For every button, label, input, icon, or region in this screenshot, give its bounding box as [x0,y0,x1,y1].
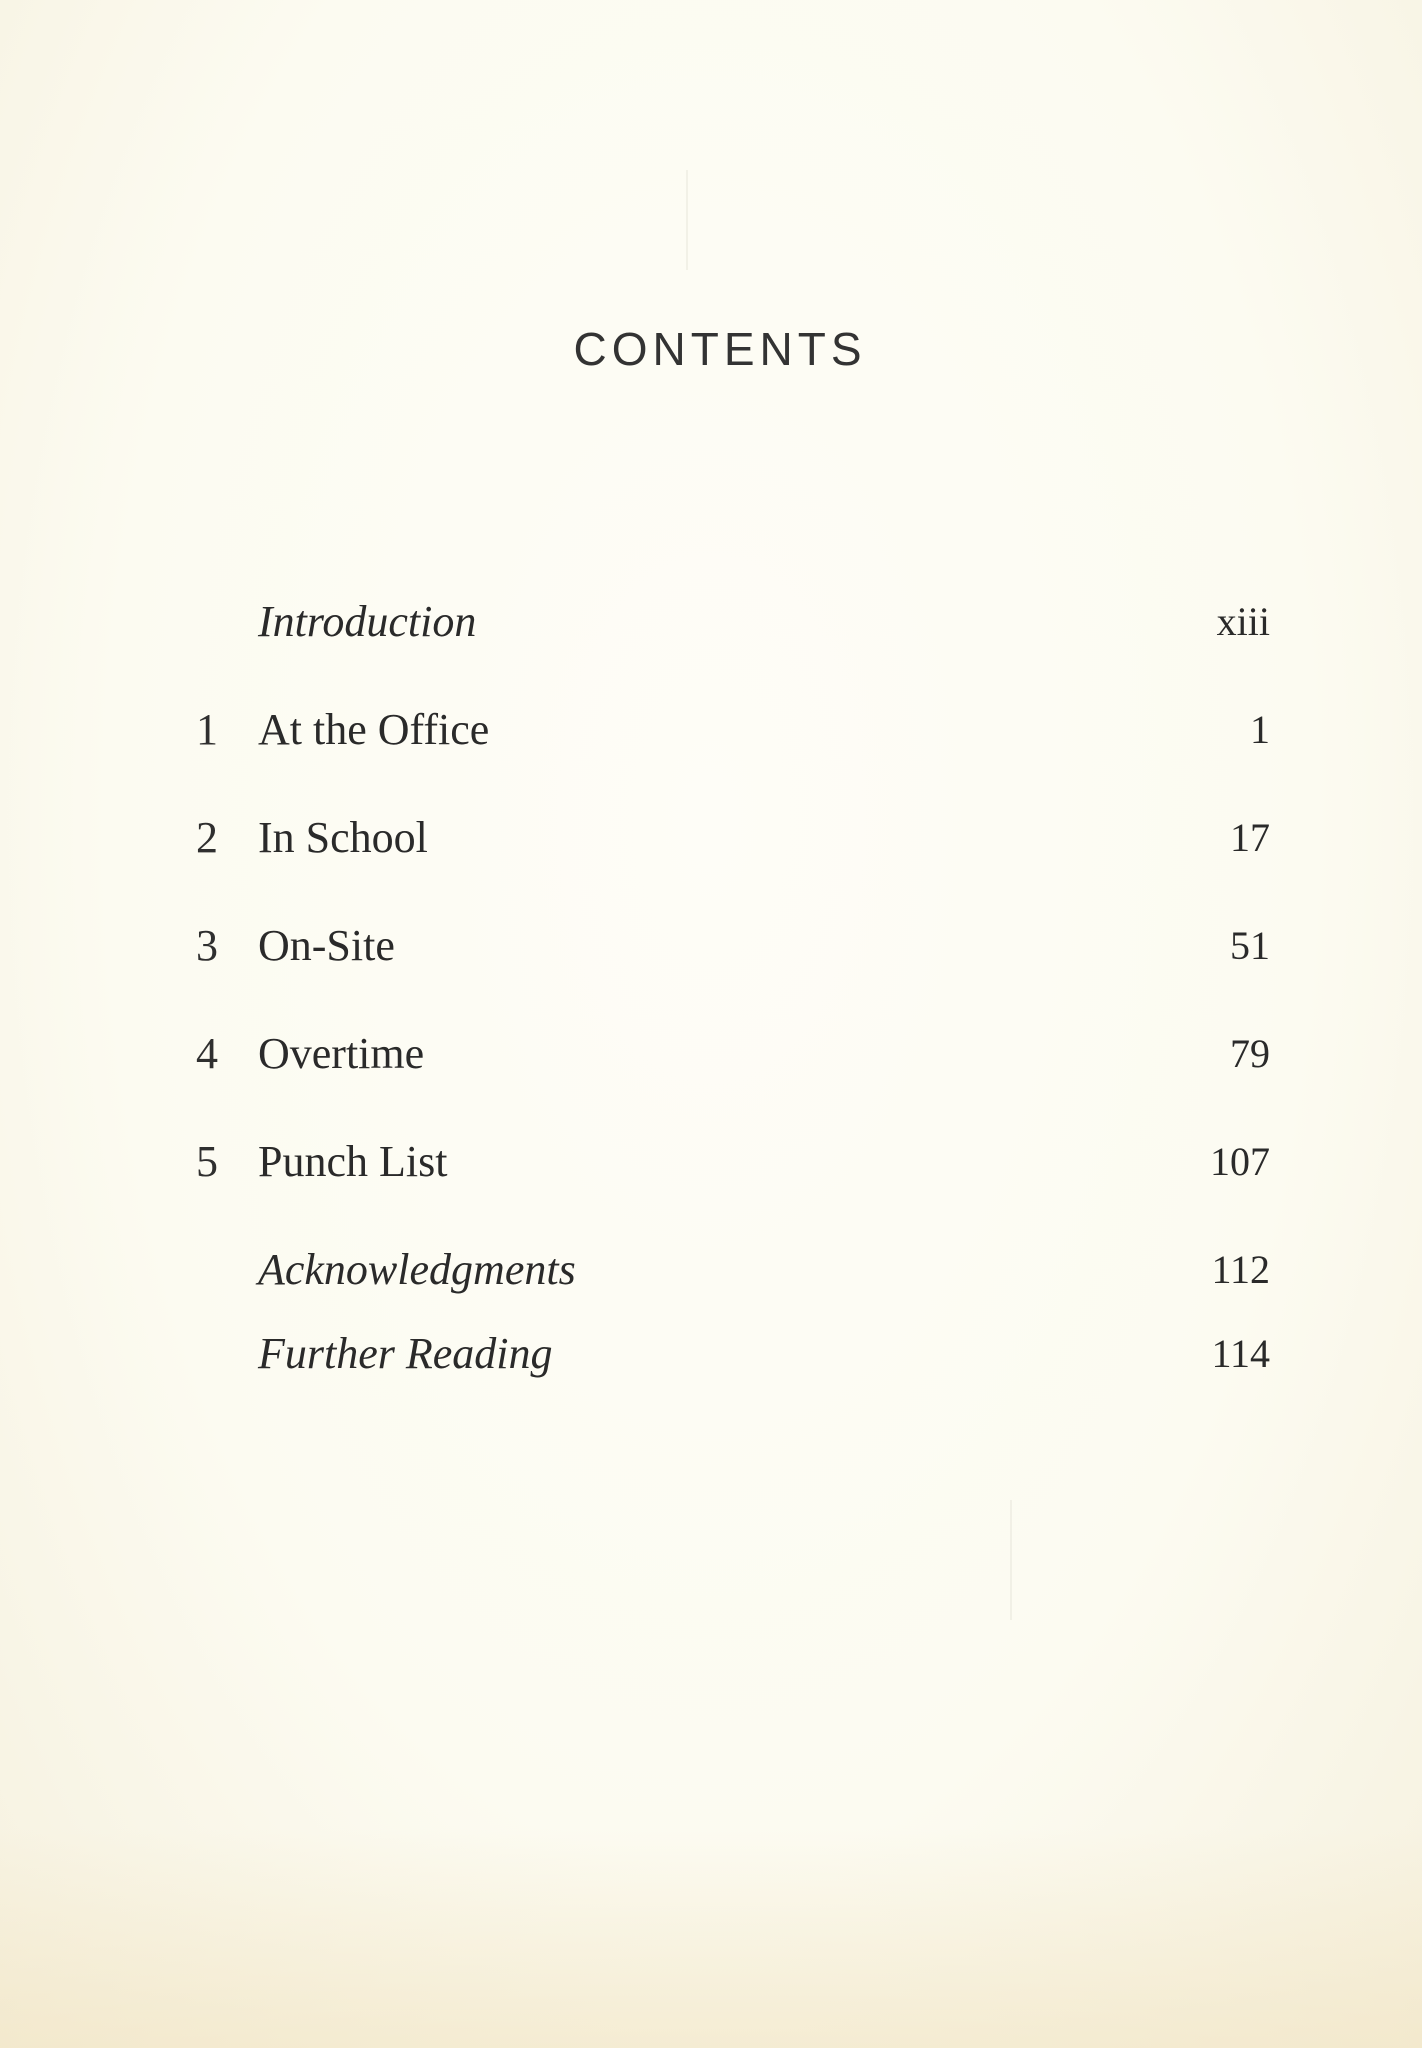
toc-entry-title: Overtime [258,1029,425,1078]
toc-entry-title: Further Reading [258,1329,553,1378]
toc-entry-number: 5 [196,1137,218,1186]
toc-entry-number: 4 [196,1029,218,1078]
page-crease [686,170,688,270]
toc-entry-title: In School [258,813,428,862]
page-crease [1010,1500,1012,1620]
toc-entry-chapter-3[interactable] [0,916,1422,976]
toc-entry-title: On-Site [258,921,395,970]
toc-entry-page: 112 [1211,1247,1270,1292]
toc-entry-title: Punch List [258,1137,448,1186]
toc-entry-page: xiii [1216,599,1270,644]
toc-entry-number: 1 [196,705,218,754]
toc-entry-chapter-1[interactable] [0,700,1422,760]
toc-entry-title: At the Office [258,705,490,754]
toc-entry-number: 2 [196,813,218,862]
toc-entry-chapter-5[interactable] [0,1132,1422,1192]
toc-entry-introduction[interactable] [0,592,1422,652]
toc-entry-page: 1 [1250,707,1270,752]
contents-heading: CONTENTS [573,323,867,375]
toc-entry-page: 51 [1230,923,1270,968]
page-edge-shading [0,1828,1422,2048]
toc-entry-page: 107 [1210,1139,1270,1184]
toc-entry-page: 17 [1230,815,1270,860]
toc-entry-page: 114 [1211,1331,1270,1376]
toc-entry-chapter-2[interactable] [0,808,1422,868]
toc-entry-further-reading[interactable] [0,1324,1422,1384]
toc-entry-title: Introduction [258,597,477,646]
toc-entry-chapter-4[interactable] [0,1024,1422,1084]
toc-entry-acknowledgments[interactable] [0,1240,1422,1300]
toc-entry-number: 3 [196,921,218,970]
toc-entry-page: 79 [1230,1031,1270,1076]
toc-entry-title: Acknowledgments [258,1245,576,1294]
